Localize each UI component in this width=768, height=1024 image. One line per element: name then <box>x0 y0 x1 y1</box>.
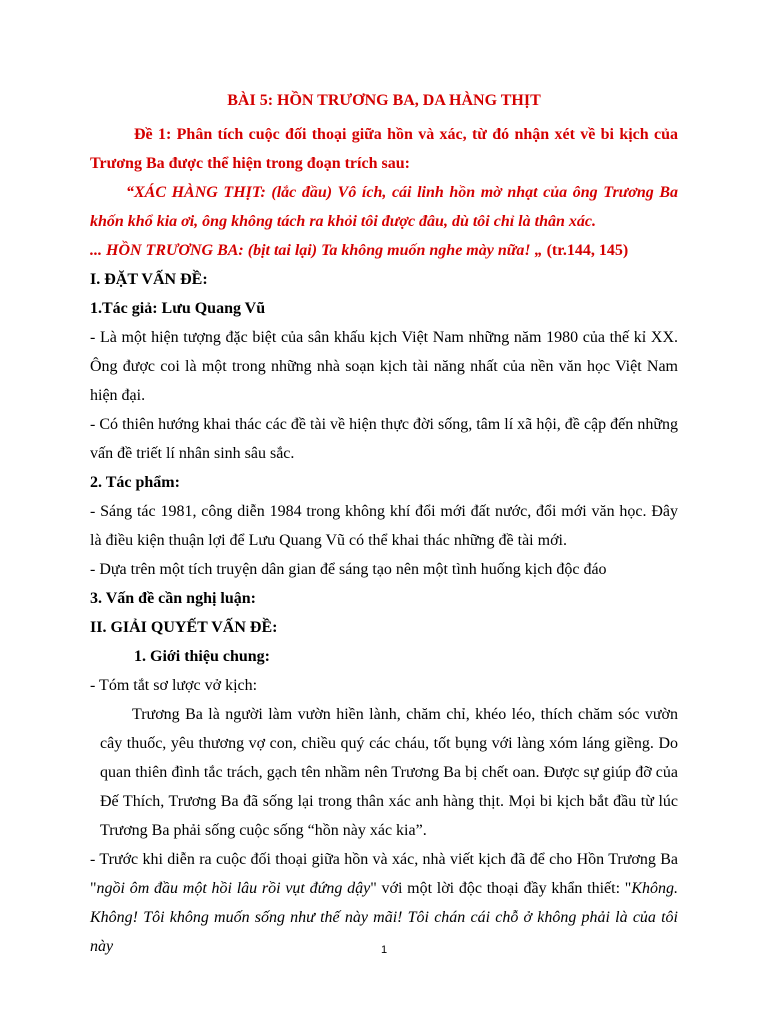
summary-label: - Tóm tắt sơ lược vở kịch: <box>90 677 258 694</box>
quote-line-2-text: ... HỒN TRƯƠNG BA: (bịt tai lại) Ta không muốn nghe mày nữa! „ <box>90 242 543 259</box>
work-heading: 2. Tác phẩm: <box>90 474 180 491</box>
monologue-intro: - Trước khi diễn ra cuộc đối thoại giữa hồn và xác, nhà viết kịch đã để cho Hồn Trương Ba " <box>90 851 678 897</box>
stage-direction: ngồi ôm đầu một hồi lâu rồi vụt đứng dậy <box>96 880 371 897</box>
section-2-heading: II. GIẢI QUYẾT VẤN ĐỀ: <box>90 619 278 636</box>
document-body <box>90 120 678 961</box>
essay-prompt <box>90 120 678 178</box>
issue-heading: 3. Vấn đề cần nghị luận: <box>90 590 256 607</box>
intro-subheading: 1. Giới thiệu chung: <box>134 648 270 665</box>
work-paragraph-2: - Dựa trên một tích truyện dân gian để sáng tạo nên một tình huống kịch độc đáo <box>90 561 607 578</box>
author-heading: 1.Tác giả: Lưu Quang Vũ <box>90 300 266 317</box>
prompt-label: Đề 1: <box>134 126 177 143</box>
page-number: 1 <box>380 944 388 956</box>
section-1-heading: I. ĐẶT VẤN ĐỀ: <box>90 271 208 288</box>
prompt-text: Phân tích cuộc đối thoại giữa hồn và xác, từ đó nhận xét về bi kịch của Trương Ba được thể hiện trong đoạn trích sau: <box>90 126 678 172</box>
author-paragraph-2: - Có thiên hướng khai thác các đề tài về hiện thực đời sống, tâm lí xã hội, đề cập đến những vấn đề triết lí nhân sinh sâu sắc. <box>90 416 678 462</box>
monologue-connector: " với một lời độc thoại đầy khẩn thiết: " <box>370 880 632 897</box>
author-paragraph-1: - Là một hiện tượng đặc biệt của sân khấu kịch Việt Nam những năm 1980 của thế kỉ XX. Ông được coi là một trong những nhà soạn kịch tài năng nhất của nền văn học Việt Nam hiện đại. <box>90 329 678 404</box>
quote-line-1: “XÁC HÀNG THỊT: (lắc đầu) Vô ích, cái linh hồn mờ nhạt của ông Trương Ba khốn khổ kia ơi, ông không tách ra khỏi tôi được đâu, dù tôi chỉ là thân xác. <box>90 184 678 230</box>
quote-line-2 <box>90 236 678 265</box>
work-paragraph-1: - Sáng tác 1981, công diễn 1984 trong không khí đổi mới đất nước, đổi mới văn học. Đây là điều kiện thuận lợi để Lưu Quang Vũ có thể khai thác những đề tài mới. <box>90 503 678 549</box>
summary-paragraph: Trương Ba là người làm vườn hiền lành, chăm chỉ, khéo léo, thích chăm sóc vườn cây thuốc, yêu thương vợ con, chiều quý các cháu, tốt bụng với làng xóm láng giềng. Do quan thiên đình tắc trách, gạch tên nhầm nên Trương Ba bị chết oan. Được sự giúp đỡ của Đế Thích, Trương Ba đã sống lại trong thân xác anh hàng thịt. Mọi bi kịch bắt đầu từ lúc Trương Ba phải sống cuộc sống “hồn này xác kia”. <box>100 706 678 839</box>
lesson-title: BÀI 5: HỒN TRƯƠNG BA, DA HÀNG THỊT <box>227 92 541 109</box>
monologue-quote: Không. Không! Tôi không muốn sống như thế này mãi! Tôi chán cái chỗ ở không phải là của tôi này <box>90 880 679 955</box>
quote-reference: (tr.144, 145) <box>542 242 629 259</box>
